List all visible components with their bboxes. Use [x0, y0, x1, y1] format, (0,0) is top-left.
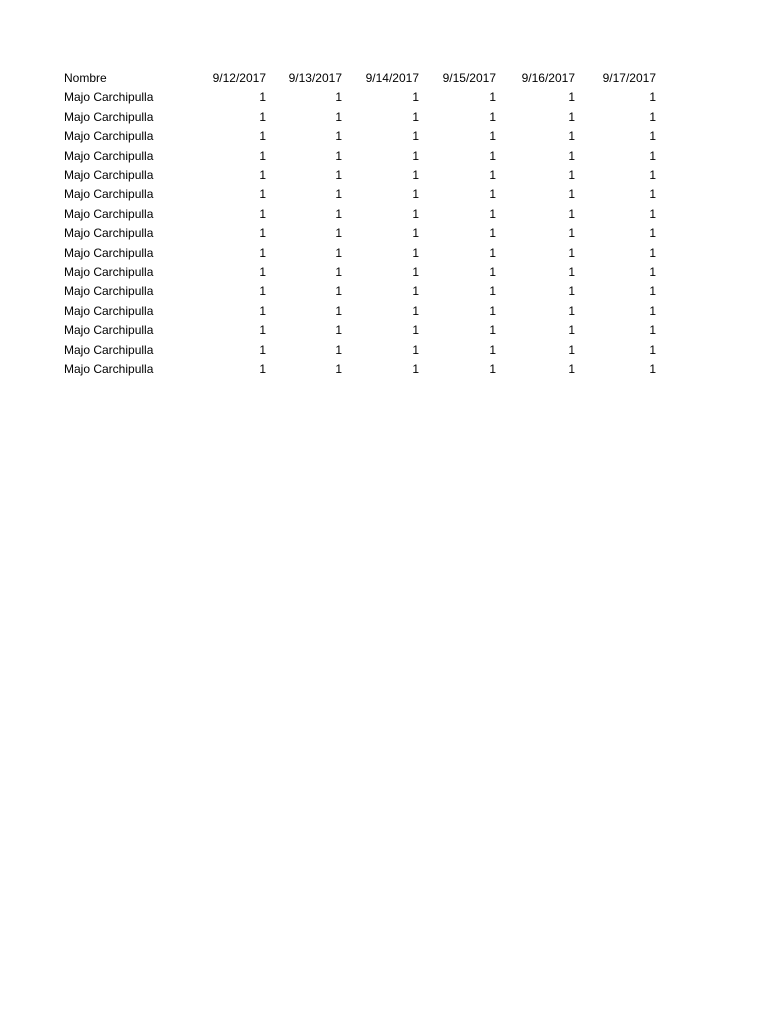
value-cell: 1 — [568, 226, 575, 241]
name-cell: Majo Carchipulla — [64, 226, 154, 241]
value-cell: 1 — [259, 226, 266, 241]
table-row — [64, 341, 656, 360]
value-cell: 1 — [259, 109, 266, 124]
value-cell: 1 — [412, 342, 419, 357]
value-cell: 1 — [649, 265, 656, 280]
value-cell: 1 — [649, 206, 656, 221]
value-cell: 1 — [259, 342, 266, 357]
table-row — [64, 244, 656, 263]
value-cell: 1 — [568, 148, 575, 163]
table-row — [64, 88, 656, 107]
value-cell: 1 — [259, 206, 266, 221]
value-cell: 1 — [412, 90, 419, 105]
value-cell: 1 — [259, 168, 266, 183]
value-cell: 1 — [335, 187, 342, 202]
value-cell: 1 — [649, 90, 656, 105]
value-cell: 1 — [335, 362, 342, 377]
table-body — [64, 88, 656, 379]
value-cell: 1 — [412, 265, 419, 280]
header-cell-date: 9/13/2017 — [288, 71, 342, 85]
value-cell: 1 — [335, 206, 342, 221]
value-cell: 1 — [489, 323, 496, 338]
value-cell: 1 — [489, 109, 496, 124]
value-cell: 1 — [649, 245, 656, 260]
name-cell: Majo Carchipulla — [64, 148, 154, 163]
value-cell: 1 — [335, 303, 342, 318]
value-cell: 1 — [259, 129, 266, 144]
value-cell: 1 — [412, 109, 419, 124]
name-cell: Majo Carchipulla — [64, 323, 154, 338]
name-cell: Majo Carchipulla — [64, 245, 154, 260]
header-cell-date: 9/15/2017 — [442, 71, 496, 85]
value-cell: 1 — [489, 284, 496, 299]
name-cell: Majo Carchipulla — [64, 90, 154, 105]
value-cell: 1 — [568, 323, 575, 338]
value-cell: 1 — [489, 303, 496, 318]
table-row — [64, 166, 656, 185]
value-cell: 1 — [568, 206, 575, 221]
value-cell: 1 — [489, 168, 496, 183]
value-cell: 1 — [412, 206, 419, 221]
table-row — [64, 147, 656, 166]
value-cell: 1 — [568, 129, 575, 144]
header-cell-date: 9/12/2017 — [212, 71, 266, 85]
value-cell: 1 — [335, 226, 342, 241]
value-cell: 1 — [412, 303, 419, 318]
value-cell: 1 — [649, 342, 656, 357]
value-cell: 1 — [335, 342, 342, 357]
value-cell: 1 — [568, 303, 575, 318]
value-cell: 1 — [649, 148, 656, 163]
value-cell: 1 — [489, 187, 496, 202]
value-cell: 1 — [649, 168, 656, 183]
value-cell: 1 — [489, 265, 496, 280]
value-cell: 1 — [259, 148, 266, 163]
value-cell: 1 — [489, 90, 496, 105]
value-cell: 1 — [335, 265, 342, 280]
header-cell-date: 9/16/2017 — [521, 71, 575, 85]
value-cell: 1 — [568, 187, 575, 202]
value-cell: 1 — [568, 245, 575, 260]
name-cell: Majo Carchipulla — [64, 187, 154, 202]
table-row — [64, 321, 656, 340]
value-cell: 1 — [489, 206, 496, 221]
value-cell: 1 — [412, 148, 419, 163]
value-cell: 1 — [568, 362, 575, 377]
value-cell: 1 — [412, 362, 419, 377]
table-row — [64, 185, 656, 204]
value-cell: 1 — [649, 109, 656, 124]
value-cell: 1 — [259, 90, 266, 105]
header-cell-date: 9/17/2017 — [602, 71, 656, 85]
value-cell: 1 — [489, 129, 496, 144]
value-cell: 1 — [412, 226, 419, 241]
value-cell: 1 — [649, 284, 656, 299]
table-row — [64, 360, 656, 379]
value-cell: 1 — [568, 109, 575, 124]
table-row — [64, 205, 656, 224]
value-cell: 1 — [412, 168, 419, 183]
value-cell: 1 — [412, 284, 419, 299]
header-cell-date: 9/14/2017 — [365, 71, 419, 85]
value-cell: 1 — [649, 129, 656, 144]
value-cell: 1 — [489, 226, 496, 241]
value-cell: 1 — [568, 90, 575, 105]
value-cell: 1 — [568, 265, 575, 280]
value-cell: 1 — [335, 323, 342, 338]
table-row — [64, 127, 656, 146]
value-cell: 1 — [489, 148, 496, 163]
table-row — [64, 263, 656, 282]
spreadsheet-page — [64, 69, 656, 380]
header-row — [64, 69, 656, 88]
value-cell: 1 — [568, 168, 575, 183]
name-cell: Majo Carchipulla — [64, 284, 154, 299]
value-cell: 1 — [335, 168, 342, 183]
table-row — [64, 302, 656, 321]
value-cell: 1 — [649, 226, 656, 241]
name-cell: Majo Carchipulla — [64, 206, 154, 221]
value-cell: 1 — [649, 362, 656, 377]
value-cell: 1 — [412, 323, 419, 338]
table-row — [64, 108, 656, 127]
value-cell: 1 — [335, 148, 342, 163]
name-cell: Majo Carchipulla — [64, 342, 154, 357]
value-cell: 1 — [412, 187, 419, 202]
value-cell: 1 — [259, 323, 266, 338]
value-cell: 1 — [335, 109, 342, 124]
header-cell-nombre: Nombre — [64, 71, 107, 85]
value-cell: 1 — [259, 303, 266, 318]
name-cell: Majo Carchipulla — [64, 265, 154, 280]
table-row — [64, 224, 656, 243]
value-cell: 1 — [489, 342, 496, 357]
name-cell: Majo Carchipulla — [64, 109, 154, 124]
table-row — [64, 282, 656, 301]
value-cell: 1 — [259, 187, 266, 202]
value-cell: 1 — [335, 245, 342, 260]
name-cell: Majo Carchipulla — [64, 168, 154, 183]
value-cell: 1 — [489, 362, 496, 377]
value-cell: 1 — [259, 284, 266, 299]
value-cell: 1 — [649, 323, 656, 338]
value-cell: 1 — [649, 187, 656, 202]
value-cell: 1 — [412, 245, 419, 260]
value-cell: 1 — [259, 362, 266, 377]
value-cell: 1 — [568, 342, 575, 357]
name-cell: Majo Carchipulla — [64, 129, 154, 144]
value-cell: 1 — [489, 245, 496, 260]
value-cell: 1 — [259, 265, 266, 280]
name-cell: Majo Carchipulla — [64, 303, 154, 318]
value-cell: 1 — [335, 129, 342, 144]
value-cell: 1 — [568, 284, 575, 299]
attendance-table — [64, 69, 656, 380]
value-cell: 1 — [335, 284, 342, 299]
value-cell: 1 — [649, 303, 656, 318]
value-cell: 1 — [335, 90, 342, 105]
value-cell: 1 — [259, 245, 266, 260]
value-cell: 1 — [412, 129, 419, 144]
name-cell: Majo Carchipulla — [64, 362, 154, 377]
